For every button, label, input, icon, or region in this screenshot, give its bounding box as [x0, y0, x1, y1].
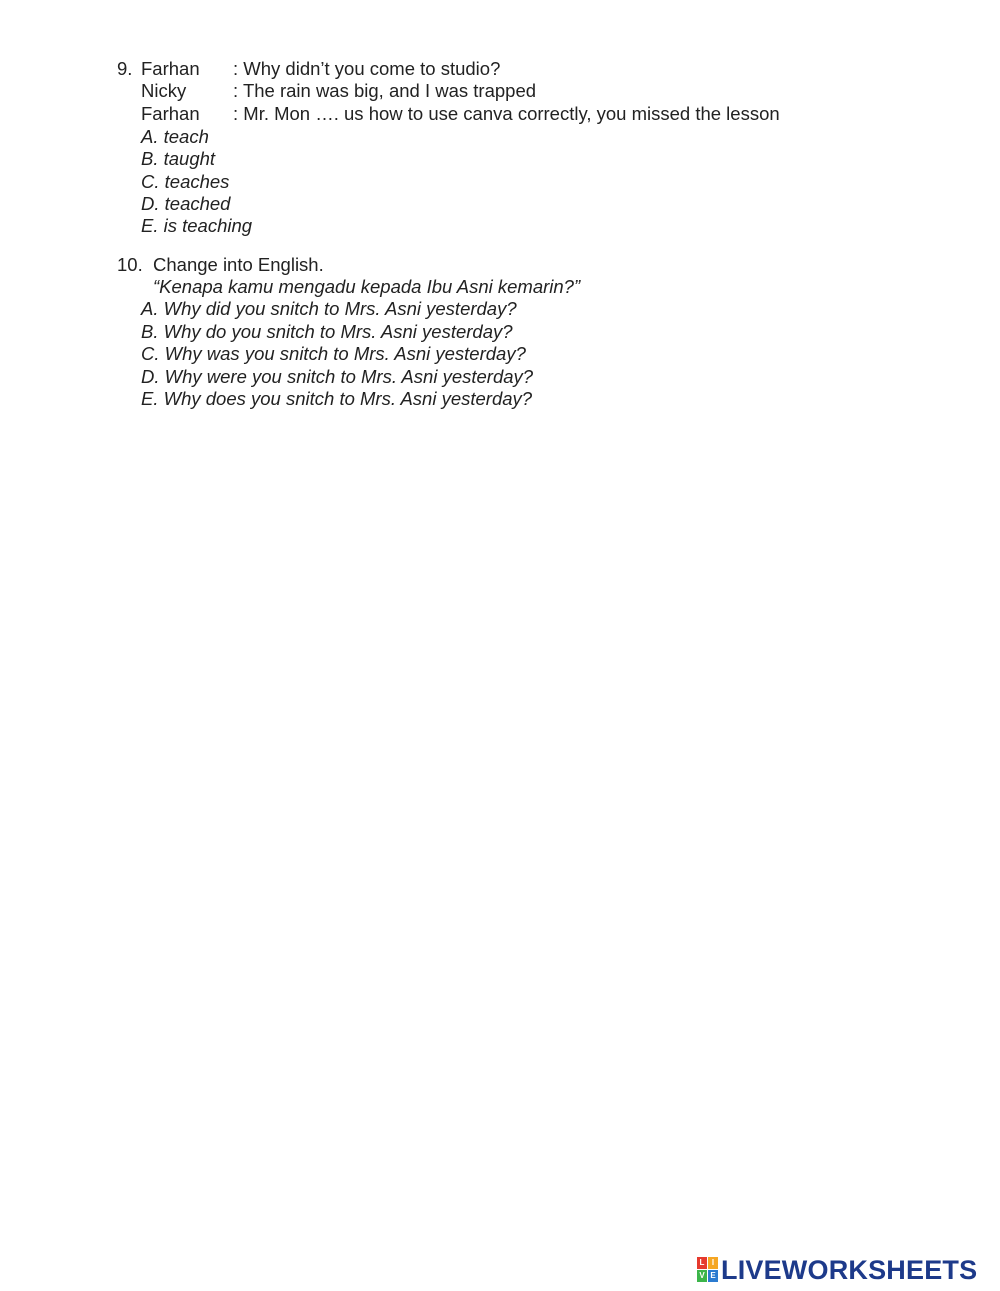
dialogue-speaker: Farhan [141, 58, 200, 79]
option-text: Why does you snitch to Mrs. Asni yesterday? [163, 388, 533, 409]
option-text: is teaching [163, 215, 253, 236]
option-e[interactable] [141, 388, 532, 410]
liveworksheets-logo[interactable] [697, 1252, 977, 1288]
option-d[interactable] [141, 366, 533, 388]
dialogue-line: : Why didn’t you come to studio? [233, 58, 501, 79]
option-b[interactable] [141, 148, 215, 170]
option-letter: E. [141, 388, 159, 409]
dialogue-line: : Mr. Mon …. us how to use canva correctly, you missed the lesson [233, 103, 780, 124]
option-c[interactable] [141, 171, 229, 193]
option-letter: E. [141, 215, 159, 236]
question-prompt: Change into English. [153, 254, 324, 275]
option-text: Why were you snitch to Mrs. Asni yesterday? [164, 366, 534, 387]
logo-icon [697, 1257, 719, 1283]
logo-letter: I [708, 1257, 718, 1269]
option-text: teaches [164, 171, 230, 192]
option-letter: D. [141, 193, 160, 214]
dialogue-line: : The rain was big, and I was trapped [233, 80, 537, 101]
option-b[interactable] [141, 321, 513, 343]
option-letter: A. [141, 126, 159, 147]
option-a[interactable] [141, 298, 517, 320]
option-c[interactable] [141, 343, 526, 365]
option-letter: B. [141, 148, 159, 169]
logo-text: LIVEWORKSHEETS [721, 1254, 978, 1285]
logo-letter: L [697, 1257, 707, 1269]
option-letter: C. [141, 343, 160, 364]
option-letter: B. [141, 321, 159, 342]
option-text: teach [163, 126, 209, 147]
option-letter: D. [141, 366, 160, 387]
logo-letter: E [708, 1270, 718, 1282]
option-a[interactable] [141, 126, 209, 148]
dialogue-speaker: Farhan [141, 103, 200, 124]
option-e[interactable] [141, 215, 252, 237]
dialogue-speaker: Nicky [141, 80, 187, 101]
option-d[interactable] [141, 193, 230, 215]
option-text: teached [164, 193, 231, 214]
question-number: 9. [117, 58, 133, 79]
question-quote: “Kenapa kamu mengadu kepada Ibu Asni kemarin?” [153, 276, 581, 297]
option-text: Why did you snitch to Mrs. Asni yesterday? [163, 298, 517, 319]
question-number: 10. [117, 254, 143, 275]
option-text: taught [163, 148, 216, 169]
option-text: Why do you snitch to Mrs. Asni yesterday? [163, 321, 513, 342]
option-letter: C. [141, 171, 160, 192]
option-text: Why was you snitch to Mrs. Asni yesterday? [164, 343, 526, 364]
logo-letter: V [697, 1270, 707, 1282]
option-letter: A. [141, 298, 159, 319]
